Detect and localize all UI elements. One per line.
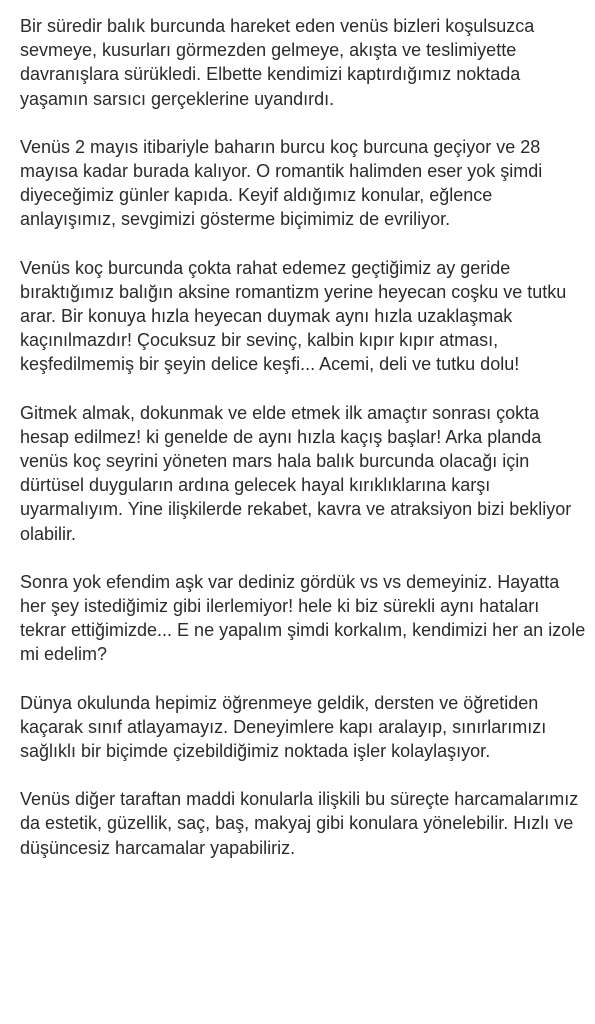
post-body — [20, 14, 590, 860]
paragraph-4: Gitmek almak, dokunmak ve elde etmek ilk amaçtır sonrası çokta hesap edilmez! ki genelde de aynı hızla kaçış başlar! Arka planda venüs koç seyrini yöneten mars hala balık burcunda olacağı için dürtüsel duyguların ardına gelecek hayal kırıklıklarına karşı uyarmalıyım. Yine ilişkilerde rekabet, kavra ve atraksiyon bizi bekliyor olabilir. — [20, 402, 572, 544]
paragraph-3: Venüs koç burcunda çokta rahat edemez geçtiğimiz ay geride bıraktığımız balığın aksine romantizm yerine heyecan coşku ve tutku arar. Bir konuya hızla heyecan duymak aynı hızla uzaklaşmak kaçınılmazdır! Çocuksuz bir sevinç, kalbin kıpır kıpır atması, keşfedilmemiş bir şeyin delice keşfi... Acemi, deli ve tutku dolu! — [20, 257, 567, 375]
paragraph-6: Dünya okulunda hepimiz öğrenmeye geldik, dersten ve öğretiden kaçarak sınıf atlayamayız. Deneyimlere kapı aralayıp, sınırlarımızı sağlıklı bir biçimde çizebildiğimiz noktada işler kolaylaşıyor. — [20, 692, 547, 762]
paragraph-7: Venüs diğer taraftan maddi konularla ilişkili bu süreçte harcamalarımız da estetik, güzellik, saç, baş, makyaj gibi konulara yönelebilir. Hızlı ve düşüncesiz harcamalar yapabiliriz. — [20, 789, 579, 858]
paragraph-5: Sonra yok efendim aşk var dediniz gördük vs vs demeyiniz. Hayatta her şey istediğimiz gibi ilerlemiyor! hele ki biz sürekli aynı hataları tekrar ettiğimizde... E ne yapalım şimdi korkalım, kendimizi her an izole mi edelim? — [20, 571, 586, 665]
paragraph-1: Bir süredir balık burcunda hareket eden venüs bizleri koşulsuzca sevmeye, kusurları görmezden gelmeye, akışta ve teslimiyette davranışlara sürükledi. Elbette kendimizi kaptırdığımız noktada yaşamın sarsıcı gerçeklerine uyandırdı. — [20, 16, 535, 109]
paragraph-2: Venüs 2 mayıs itibariyle baharın burcu koç burcuna geçiyor ve 28 mayısa kadar burada kalıyor. O romantik halimden eser yok şimdi diyeceğimiz günler kapıda. Keyif aldığımız konular, eğlence anlayışımız, sevgimizi gösterme biçimimiz de evriliyor. — [20, 136, 543, 230]
